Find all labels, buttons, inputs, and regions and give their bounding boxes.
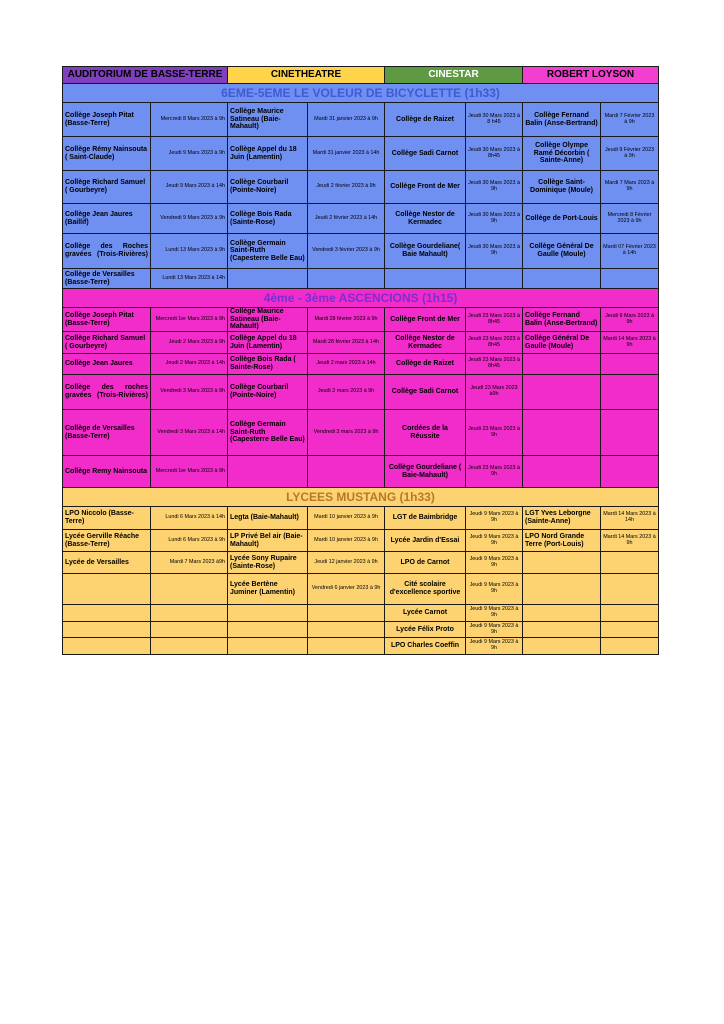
school-name: Collège de Port-Louis xyxy=(523,204,601,234)
school-name: Collège de Raizet xyxy=(385,103,466,137)
school-name: Collège des Roches gravées (Trois-Rivières) xyxy=(63,234,151,269)
screening-date xyxy=(601,552,659,574)
screening-date: Jeudi 9 Mars 2023 à 14h xyxy=(151,171,228,204)
schedule-row xyxy=(63,103,659,137)
school-name: Collège Richard Samuel ( Gourbeyre) xyxy=(63,171,151,204)
screening-date: Mardi 14 Mars 2023 à 14h xyxy=(601,507,659,530)
school-name: Collège Sadi Carnot xyxy=(385,137,466,171)
screening-date: Jeudi 2 mars 2023 à 9h xyxy=(308,375,385,410)
schedule-row xyxy=(63,354,659,375)
section-title-row xyxy=(63,289,659,308)
school-name: Cordées de la Réussite xyxy=(385,410,466,456)
school-name xyxy=(63,622,151,638)
screening-date: Jeudi 2 Mars 2023 à 14h xyxy=(151,354,228,375)
school-name xyxy=(63,638,151,655)
screening-date: Lundi 13 Mars 2023 à 14h xyxy=(151,269,228,289)
school-name: Collège Maurice Satineau (Baie-Mahault) xyxy=(228,103,308,137)
school-name: Legta (Baie-Mahault) xyxy=(228,507,308,530)
screening-date: Vendredi 3 Mars 2023 à 9h xyxy=(151,375,228,410)
venue-header-auditorium: AUDITORIUM DE BASSE-TERRE xyxy=(63,67,228,84)
schedule-row xyxy=(63,622,659,638)
screening-date: Mardi 28 février 2023 à 9h xyxy=(308,308,385,332)
school-name: Collège Richard Samuel ( Gourbeyre) xyxy=(63,332,151,354)
screening-date: Vendredi 3 février 2023 à 9h xyxy=(308,234,385,269)
screening-date: Jeudi 23 Mars 2023 à 8h45 xyxy=(466,332,523,354)
screening-date xyxy=(466,269,523,289)
school-name: Collège Nestor de Kermadec xyxy=(385,204,466,234)
school-name: Lycée Sony Rupaire (Sainte-Rose) xyxy=(228,552,308,574)
school-name: Lycée Bertène Juminer (Lamentin) xyxy=(228,574,308,605)
schedule-row xyxy=(63,605,659,622)
screening-date: Mardi 10 janvier 2023 à 9h xyxy=(308,530,385,552)
school-name: Collège Fernand Balin (Anse-Bertrand) xyxy=(523,103,601,137)
screening-date xyxy=(601,456,659,488)
school-name: Collège Germain Saint-Ruth (Capesterre Belle Eau) xyxy=(228,410,308,456)
school-name: Collège Courbaril (Pointe-Noire) xyxy=(228,171,308,204)
schedule-row xyxy=(63,308,659,332)
screening-date: Lundi 6 Mars 2023 à 14h xyxy=(151,507,228,530)
school-name: Collège Sadi Carnot xyxy=(385,375,466,410)
screening-date: Jeudi 9 Mars 2023 à 9h xyxy=(466,574,523,605)
screening-date: Jeudi 2 février 2023 à 14h xyxy=(308,204,385,234)
school-name xyxy=(228,622,308,638)
screening-date xyxy=(151,638,228,655)
screening-date: Jeudi 30 Mars 2023 à 8h45 xyxy=(466,137,523,171)
screening-date: Jeudi 9 Mars 2023 à 9h xyxy=(151,137,228,171)
schedule-row xyxy=(63,574,659,605)
school-name: Collège Bois Rada ( Sainte-Rose) xyxy=(228,354,308,375)
school-name: Collège Appel du 18 Juin (Lamentin) xyxy=(228,137,308,171)
venue-header-cinetheatre: CINETHEATRE xyxy=(228,67,385,84)
school-name: Collège Front de Mer xyxy=(385,308,466,332)
screening-date xyxy=(308,456,385,488)
screening-date: Mardi 7 Mars 2023 à9h xyxy=(151,552,228,574)
screening-date: Jeudi 9 Mars 2023 à 9h xyxy=(466,622,523,638)
school-name: Collège Gourdeliane( Baie Mahault) xyxy=(385,234,466,269)
screening-date: Mardi 28 février 2023 à 14h xyxy=(308,332,385,354)
screening-date xyxy=(601,622,659,638)
venue-header-robert-loyson: ROBERT LOYSON xyxy=(523,67,659,84)
screening-date: Jeudi 9 Mars 2023 à 9h xyxy=(466,552,523,574)
section-lycees xyxy=(63,507,659,655)
section-6eme-5eme xyxy=(63,103,659,289)
school-name: LGT Yves Leborgne (Sainte-Anne) xyxy=(523,507,601,530)
section-title-row xyxy=(63,488,659,507)
school-name: Collège Général De Gaulle (Moule) xyxy=(523,332,601,354)
section-title-row xyxy=(63,84,659,103)
school-name: LGT de Baimbridge xyxy=(385,507,466,530)
screening-date: Jeudi 30 Mars 2023 à 9h xyxy=(466,204,523,234)
school-name: Collège Fernand Balin (Anse-Bertrand) xyxy=(523,308,601,332)
screening-date: Mardi 7 Février 2023 à 9h xyxy=(601,103,659,137)
school-name xyxy=(523,605,601,622)
school-name: Collège Nestor de Kermadec xyxy=(385,332,466,354)
screening-date: Jeudi 30 Mars 2023 à 9h xyxy=(466,234,523,269)
screening-date: Jeudi 9 Mars 2023 à 9h xyxy=(601,308,659,332)
school-name xyxy=(523,638,601,655)
screening-date xyxy=(601,410,659,456)
school-name xyxy=(523,622,601,638)
section-title-4eme-3eme: 4ème - 3ème ASCENCIONS (1h15) xyxy=(63,289,659,308)
venue-header-row xyxy=(63,67,659,84)
school-name: Collège de Raizet xyxy=(385,354,466,375)
screening-date: Vendredi 3 Mars 2023 à 14h xyxy=(151,410,228,456)
screening-date: Jeudi 23 Mars 2023 à 9h xyxy=(466,410,523,456)
school-name: LPO Niccolo (Basse-Terre) xyxy=(63,507,151,530)
screening-date xyxy=(308,622,385,638)
screening-date xyxy=(601,375,659,410)
screening-date: Jeudi 9 Février 2023 à 9h xyxy=(601,137,659,171)
school-name: Collège Remy Nainsouta xyxy=(63,456,151,488)
school-name: Collège de Versailles (Basse-Terre) xyxy=(63,269,151,289)
school-name: Lycée Carnot xyxy=(385,605,466,622)
school-name xyxy=(228,456,308,488)
screening-date xyxy=(601,638,659,655)
school-name xyxy=(523,375,601,410)
screening-date: Jeudi 23 Mars 2023 à 8h45 xyxy=(466,308,523,332)
school-name xyxy=(63,605,151,622)
school-name: Collège Gourdeliane ( Baie-Mahault) xyxy=(385,456,466,488)
schedule-row xyxy=(63,137,659,171)
school-name: Collège Olympe Ramé Décorbin ( Sainte-Anne) xyxy=(523,137,601,171)
schedule-row xyxy=(63,552,659,574)
screening-date: Vendredi 3 mars 2023 à 9h xyxy=(308,410,385,456)
schedule-row xyxy=(63,507,659,530)
school-name: Collège Jean Jaures (Baillif) xyxy=(63,204,151,234)
school-name xyxy=(523,574,601,605)
screening-date: Jeudi 23 Mars 2023 à 9h xyxy=(466,456,523,488)
screening-date: Jeudi 30 Mars 2023 à 9h xyxy=(466,171,523,204)
school-name: Lycée de Versailles xyxy=(63,552,151,574)
section-title-lycees: LYCEES MUSTANG (1h33) xyxy=(63,488,659,507)
school-name xyxy=(523,552,601,574)
school-name: LP Privé Bel air (Baie-Mahault) xyxy=(228,530,308,552)
screening-date: Lundi 13 Mars 2023 à 9h xyxy=(151,234,228,269)
schedule-row xyxy=(63,410,659,456)
school-name: Collège Jean Jaures xyxy=(63,354,151,375)
school-name: Collège Courbaril (Pointe-Noire) xyxy=(228,375,308,410)
screening-date xyxy=(308,638,385,655)
school-name: Collège Joseph Pitat (Basse-Terre) xyxy=(63,103,151,137)
screening-date xyxy=(601,574,659,605)
screening-date xyxy=(601,269,659,289)
screening-date: Jeudi 9 Mars 2023 à 9h xyxy=(466,638,523,655)
screening-date xyxy=(151,574,228,605)
screening-date: Mardi 31 janvier 2023 à 9h xyxy=(308,103,385,137)
school-name: Collège Appel du 18 Juin (Lamentin) xyxy=(228,332,308,354)
school-name: Collège Rémy Nainsouta ( Saint-Claude) xyxy=(63,137,151,171)
schedule-row xyxy=(63,638,659,655)
school-name xyxy=(385,269,466,289)
section-title-6eme-5eme: 6EME-5EME LE VOLEUR DE BICYCLETTE (1h33) xyxy=(63,84,659,103)
screening-date xyxy=(308,269,385,289)
screening-date xyxy=(601,605,659,622)
screening-date: Mardi 31 janvier 2023 à 14h xyxy=(308,137,385,171)
school-name xyxy=(523,354,601,375)
school-name xyxy=(523,410,601,456)
school-name xyxy=(228,638,308,655)
school-name: Collège Maurice Satineau (Baie-Mahault) xyxy=(228,308,308,332)
screening-date: Vendredi 9 Mars 2023 à 9h xyxy=(151,204,228,234)
schedule-row xyxy=(63,375,659,410)
screening-date: Jeudi 12 janvier 2023 à 9h xyxy=(308,552,385,574)
screening-date: Mardi 14 Mars 2023 à 9h xyxy=(601,332,659,354)
school-name: Collège Saint-Dominique (Moule) xyxy=(523,171,601,204)
screening-date: Vendredi 6 janvier 2023 à 9h xyxy=(308,574,385,605)
screening-date: Jeudi 2 mars 2023 à 14h xyxy=(308,354,385,375)
school-name: Lycée Gerville Réache (Basse-Terre) xyxy=(63,530,151,552)
schedule-row xyxy=(63,456,659,488)
screening-date: Lundi 6 Mars 2023 à 9h xyxy=(151,530,228,552)
school-name xyxy=(228,269,308,289)
screening-date xyxy=(601,354,659,375)
screening-date xyxy=(151,605,228,622)
school-name: LPO Nord Grande Terre (Port-Louis) xyxy=(523,530,601,552)
school-name: Collège Front de Mer xyxy=(385,171,466,204)
school-name: Collège Bois Rada (Sainte-Rose) xyxy=(228,204,308,234)
screening-date: Mardi 07 Février 2023 à 14h xyxy=(601,234,659,269)
screening-schedule-table xyxy=(62,66,659,655)
venue-header-cinestar: CINESTAR xyxy=(385,67,523,84)
school-name: Collège Général De Gaulle (Moule) xyxy=(523,234,601,269)
screening-date: Jeudi 2 Mars 2023 à 9h xyxy=(151,332,228,354)
screening-date: Jeudi 23 Mars 2023 à9h xyxy=(466,375,523,410)
school-name: LPO de Carnot xyxy=(385,552,466,574)
school-name xyxy=(228,605,308,622)
screening-date: Mercredi 1er Mars 2023 à 9h xyxy=(151,308,228,332)
school-name xyxy=(63,574,151,605)
screening-date: Mercredi 8 Mars 2023 à 9h xyxy=(151,103,228,137)
screening-date: Jeudi 30 Mars 2023 à 8 h45 xyxy=(466,103,523,137)
screening-date: Jeudi 9 Mars 2023 à 9h xyxy=(466,605,523,622)
screening-date: Mercredi 1er Mars 2023 à 9h xyxy=(151,456,228,488)
screening-date xyxy=(308,605,385,622)
screening-date: Mardi 10 janvier 2023 à 9h xyxy=(308,507,385,530)
school-name: Lycée Jardin d'Essai xyxy=(385,530,466,552)
screening-date: Jeudi 2 février 2023 à 9h xyxy=(308,171,385,204)
screening-date: Mardi 7 Mars 2023 à 9h xyxy=(601,171,659,204)
school-name: Lycée Félix Proto xyxy=(385,622,466,638)
schedule-row xyxy=(63,171,659,204)
screening-date: Jeudi 23 Mars 2023 à 8h45 xyxy=(466,354,523,375)
schedule-row xyxy=(63,204,659,234)
schedule-row xyxy=(63,269,659,289)
school-name xyxy=(523,269,601,289)
screening-date xyxy=(151,622,228,638)
school-name: Collège Germain Saint-Ruth (Capesterre Belle Eau) xyxy=(228,234,308,269)
schedule-row xyxy=(63,332,659,354)
schedule-row xyxy=(63,530,659,552)
screening-date: Mercredi 8 Février 2023 à 9h xyxy=(601,204,659,234)
screening-date: Jeudi 9 Mars 2023 à 9h xyxy=(466,530,523,552)
school-name xyxy=(523,456,601,488)
school-name: LPO Charles Coeffin xyxy=(385,638,466,655)
school-name: Collège des roches gravées (Trois-Rivières) xyxy=(63,375,151,410)
screening-date: Jeudi 9 Mars 2023 à 9h xyxy=(466,507,523,530)
school-name: Collège Joseph Pitat (Basse-Terre) xyxy=(63,308,151,332)
schedule-row xyxy=(63,234,659,269)
section-4eme-3eme xyxy=(63,308,659,488)
school-name: Collège de Versailles (Basse-Terre) xyxy=(63,410,151,456)
school-name: Cité scolaire d'excellence sportive xyxy=(385,574,466,605)
screening-date: Mardi 14 Mars 2023 à 9h xyxy=(601,530,659,552)
